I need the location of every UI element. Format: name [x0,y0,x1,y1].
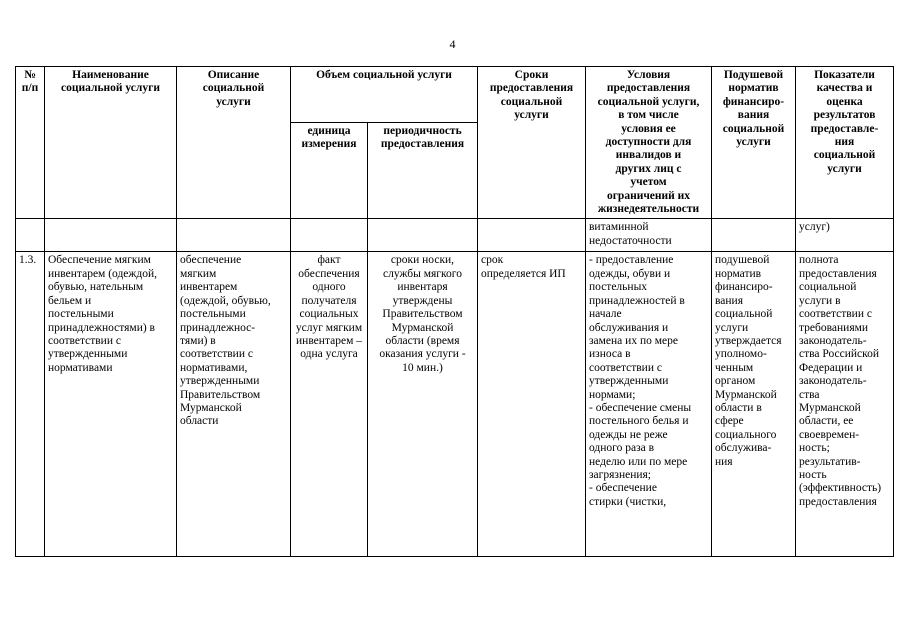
row-terms: срок определяется ИП [478,252,586,557]
cont-cell-terms [478,219,586,252]
header-terms: Сроки предоставления социальной услуги [478,67,586,219]
page-number: 4 [449,37,456,51]
cont-cell-name [45,219,177,252]
row-normative: подушевой норматив финансиро- вания социальной услуги утверждается уполномо- ченным органом Мурманской области в сфере социального обслужива- ния [712,252,796,557]
row-name: Обеспечение мягким инвентарем (одеждой, обувью, нательным бельем и постельными принадлежностями) в соответствии с утвержденными нормативами [45,252,177,557]
header-volume-unit: единица измерения [291,122,368,219]
header-row-1 [16,67,894,123]
cont-cell-normative [712,219,796,252]
header-num: № п/п [16,67,45,219]
header-conditions: Условия предоставления социальной услуги, в том числе условия ее доступности для инвалидов и других лиц с учетом ограничений их жизнедеятельности [586,67,712,219]
header-description: Описание социальной услуги [177,67,291,219]
row-conditions: - предоставление одежды, обуви и постельных принадлежностей в начале обслуживания и замена их по мере износа в соответствии с утвержденными нормами; - обеспечение смены постельного белья и одежды не реже одного раза в неделю или по мере загрязнения; - обеспечение стирки (чистки, [586,252,712,557]
services-table [15,66,894,557]
row-period: сроки носки, службы мягкого инвентаря утверждены Правительством Мурманской области (время оказания услуги - 10 мин.) [368,252,478,557]
cont-cell-num [16,219,45,252]
cont-cell-unit [291,219,368,252]
header-name: Наименование социальной услуги [45,67,177,219]
row-indicators: полнота предоставления социальной услуги в соответствии с требованиями законодатель- ства Российской Федерации и законодатель- ства Мурманской области, ее своевремен- ность; результатив- ность (эффективность) предоставления [796,252,894,557]
header-normative: Подушевой норматив финансиро- вания социальной услуги [712,67,796,219]
header-volume: Объем социальной услуги [291,67,478,123]
row-description: обеспечение мягким инвентарем (одеждой, обувью, постельными принадлежнос- тями) в соответствии с нормативами, утвержденными Правительством Мурманской области [177,252,291,557]
header-volume-period: периодичность предоставления [368,122,478,219]
row-num: 1.3. [16,252,45,557]
cont-cell-conditions: витаминной недостаточности [586,219,712,252]
header-indicators: Показатели качества и оценка результатов предоставле- ния социальной услуги [796,67,894,219]
row-unit: факт обеспечения одного получателя социальных услуг мягким инвентарем – одна услуга [291,252,368,557]
table-row [16,252,894,557]
cont-cell-period [368,219,478,252]
continuation-row [16,219,894,252]
cont-cell-description [177,219,291,252]
cont-cell-indicators: услуг) [796,219,894,252]
